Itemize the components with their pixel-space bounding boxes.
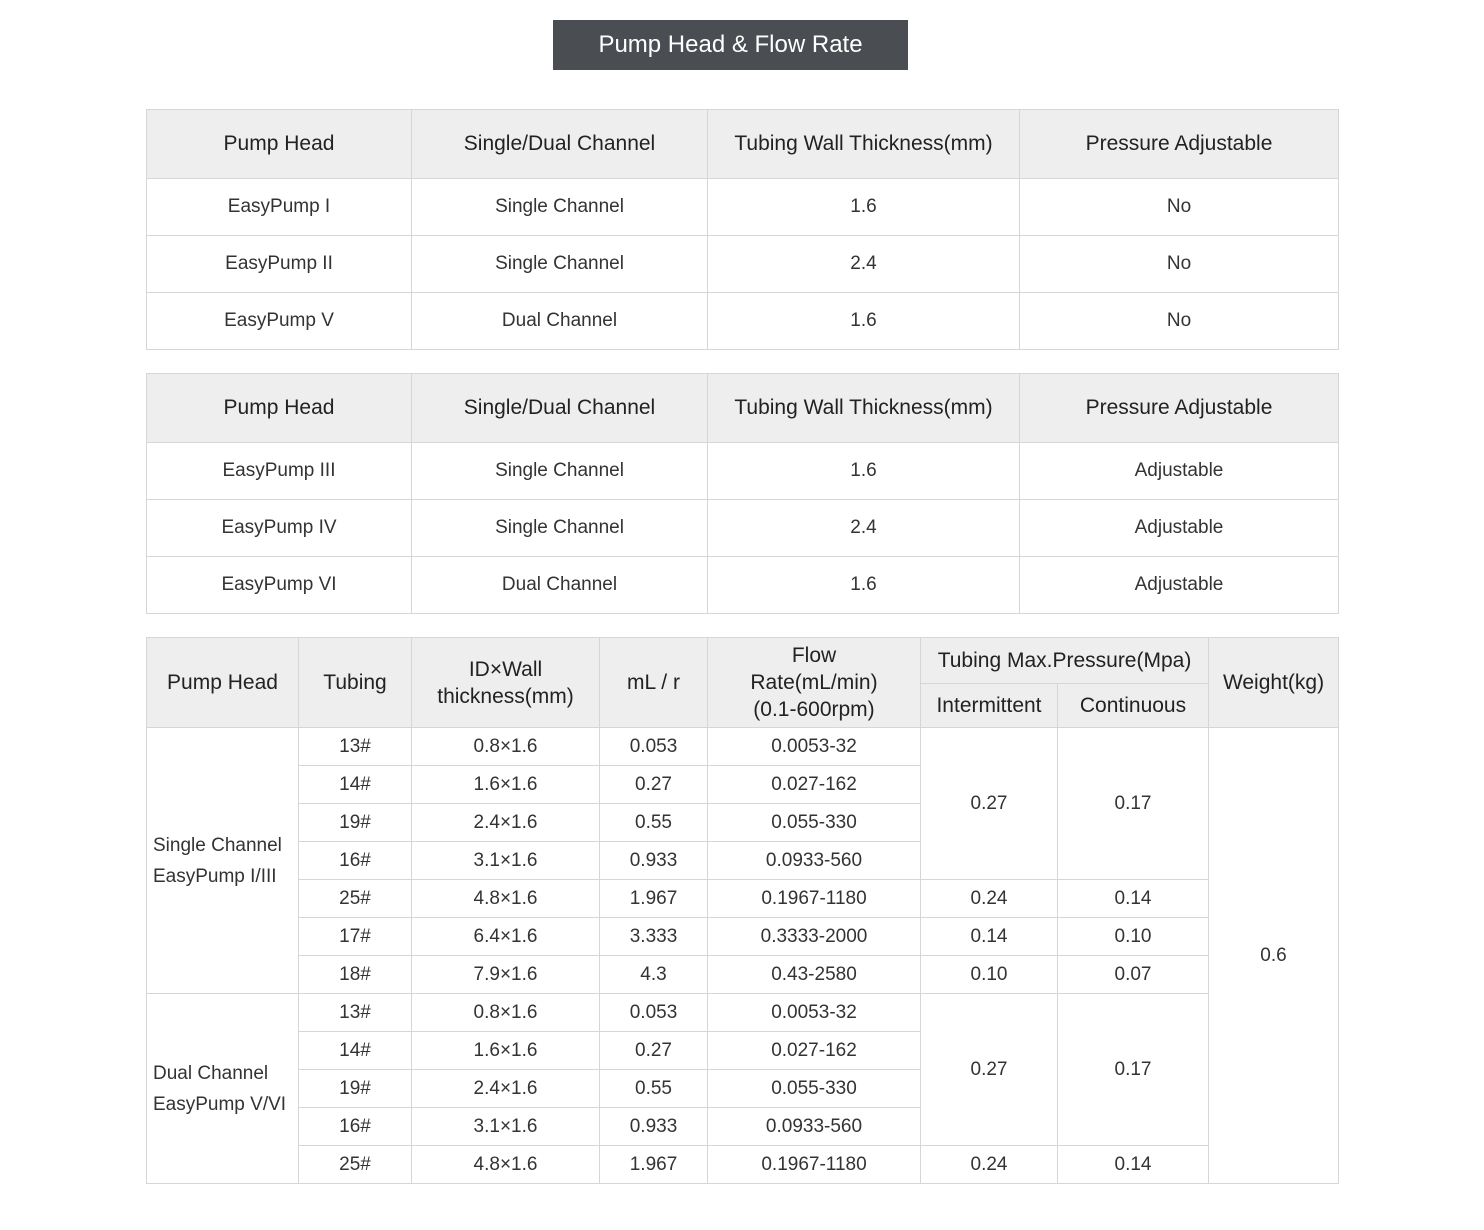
cell-pump-head: EasyPump III [147, 443, 412, 500]
cell-flow-rate: 0.055-330 [708, 804, 921, 842]
cell-flow-rate: 0.027-162 [708, 766, 921, 804]
cell-continuous: 0.10 [1058, 918, 1209, 956]
cell-id-wall: 7.9×1.6 [412, 956, 600, 994]
cell-continuous: 0.07 [1058, 956, 1209, 994]
cell-weight: 0.6 [1209, 728, 1339, 1184]
group-label: Dual Channel EasyPump V/VI [147, 994, 299, 1184]
cell-pump-head: EasyPump I [147, 179, 412, 236]
header-pump-head: Pump Head [147, 638, 299, 728]
cell-flow-rate: 0.1967-1180 [708, 1146, 921, 1184]
cell-tubing: 19# [299, 1070, 412, 1108]
table-row [147, 557, 1339, 614]
cell-tubing: 25# [299, 1146, 412, 1184]
group-label: Single Channel EasyPump I/III [147, 728, 299, 994]
cell-wall-thickness: 1.6 [708, 179, 1020, 236]
cell-ml-per-rev: 0.933 [600, 1108, 708, 1146]
table-row [147, 443, 1339, 500]
header-wall-thickness: Tubing Wall Thickness(mm) [708, 110, 1020, 179]
cell-intermittent: 0.24 [921, 880, 1058, 918]
cell-flow-rate: 0.0933-560 [708, 1108, 921, 1146]
flow-rate-table [146, 637, 1339, 1184]
cell-intermittent: 0.24 [921, 1146, 1058, 1184]
cell-ml-per-rev: 4.3 [600, 956, 708, 994]
cell-ml-per-rev: 1.967 [600, 880, 708, 918]
pump-head-table-adjustable [146, 373, 1339, 614]
cell-continuous: 0.14 [1058, 880, 1209, 918]
cell-pump-head: EasyPump VI [147, 557, 412, 614]
header-wall-thickness: Tubing Wall Thickness(mm) [708, 374, 1020, 443]
table-row [147, 500, 1339, 557]
cell-flow-rate: 0.43-2580 [708, 956, 921, 994]
cell-channel: Dual Channel [412, 293, 708, 350]
cell-continuous: 0.17 [1058, 728, 1209, 880]
header-ml-per-rev: mL / r [600, 638, 708, 728]
cell-intermittent: 0.10 [921, 956, 1058, 994]
header-channel: Single/Dual Channel [412, 110, 708, 179]
header-pump-head: Pump Head [147, 110, 412, 179]
cell-tubing: 13# [299, 728, 412, 766]
cell-ml-per-rev: 0.55 [600, 804, 708, 842]
cell-channel: Single Channel [412, 236, 708, 293]
cell-pump-head: EasyPump II [147, 236, 412, 293]
header-pump-head: Pump Head [147, 374, 412, 443]
cell-ml-per-rev: 3.333 [600, 918, 708, 956]
header-flow-rate: Flow Rate(mL/min) (0.1-600rpm) [708, 638, 921, 728]
cell-channel: Single Channel [412, 443, 708, 500]
cell-wall-thickness: 2.4 [708, 236, 1020, 293]
cell-id-wall: 1.6×1.6 [412, 766, 600, 804]
cell-intermittent: 0.27 [921, 994, 1058, 1146]
cell-pump-head: EasyPump V [147, 293, 412, 350]
cell-id-wall: 2.4×1.6 [412, 804, 600, 842]
cell-wall-thickness: 1.6 [708, 293, 1020, 350]
cell-pressure-adjustable: No [1020, 179, 1339, 236]
cell-id-wall: 0.8×1.6 [412, 728, 600, 766]
header-channel: Single/Dual Channel [412, 374, 708, 443]
cell-flow-rate: 0.027-162 [708, 1032, 921, 1070]
cell-id-wall: 3.1×1.6 [412, 1108, 600, 1146]
cell-flow-rate: 0.0053-32 [708, 728, 921, 766]
cell-flow-rate: 0.055-330 [708, 1070, 921, 1108]
cell-tubing: 14# [299, 766, 412, 804]
cell-intermittent: 0.27 [921, 728, 1058, 880]
cell-wall-thickness: 1.6 [708, 557, 1020, 614]
table-row [147, 880, 1339, 918]
cell-id-wall: 4.8×1.6 [412, 1146, 600, 1184]
cell-continuous: 0.17 [1058, 994, 1209, 1146]
cell-ml-per-rev: 0.55 [600, 1070, 708, 1108]
cell-id-wall: 1.6×1.6 [412, 1032, 600, 1070]
cell-id-wall: 3.1×1.6 [412, 842, 600, 880]
header-id-wall: ID×Wall thickness(mm) [412, 638, 600, 728]
cell-channel: Single Channel [412, 179, 708, 236]
header-max-pressure: Tubing Max.Pressure(Mpa) [921, 638, 1209, 684]
cell-pressure-adjustable: Adjustable [1020, 443, 1339, 500]
cell-tubing: 25# [299, 880, 412, 918]
cell-wall-thickness: 2.4 [708, 500, 1020, 557]
header-pressure-adjustable: Pressure Adjustable [1020, 110, 1339, 179]
cell-pressure-adjustable: Adjustable [1020, 557, 1339, 614]
cell-pump-head: EasyPump IV [147, 500, 412, 557]
cell-flow-rate: 0.0053-32 [708, 994, 921, 1032]
cell-ml-per-rev: 0.27 [600, 766, 708, 804]
cell-pressure-adjustable: No [1020, 293, 1339, 350]
cell-tubing: 17# [299, 918, 412, 956]
cell-tubing: 16# [299, 842, 412, 880]
table-row [147, 1146, 1339, 1184]
cell-pressure-adjustable: Adjustable [1020, 500, 1339, 557]
cell-wall-thickness: 1.6 [708, 443, 1020, 500]
cell-ml-per-rev: 0.27 [600, 1032, 708, 1070]
table-header-row [147, 374, 1339, 443]
cell-tubing: 13# [299, 994, 412, 1032]
cell-pressure-adjustable: No [1020, 236, 1339, 293]
cell-tubing: 14# [299, 1032, 412, 1070]
table-header-row [147, 638, 1339, 684]
table-row [147, 956, 1339, 994]
cell-channel: Single Channel [412, 500, 708, 557]
header-continuous: Continuous [1058, 684, 1209, 728]
header-weight: Weight(kg) [1209, 638, 1339, 728]
table-row [147, 236, 1339, 293]
table-row [147, 994, 1339, 1032]
cell-channel: Dual Channel [412, 557, 708, 614]
cell-ml-per-rev: 0.053 [600, 994, 708, 1032]
cell-ml-per-rev: 1.967 [600, 1146, 708, 1184]
cell-id-wall: 6.4×1.6 [412, 918, 600, 956]
cell-id-wall: 4.8×1.6 [412, 880, 600, 918]
cell-flow-rate: 0.3333-2000 [708, 918, 921, 956]
cell-ml-per-rev: 0.053 [600, 728, 708, 766]
cell-intermittent: 0.14 [921, 918, 1058, 956]
table-header-row [147, 110, 1339, 179]
cell-id-wall: 0.8×1.6 [412, 994, 600, 1032]
page-title: Pump Head & Flow Rate [553, 20, 908, 70]
cell-ml-per-rev: 0.933 [600, 842, 708, 880]
cell-flow-rate: 0.1967-1180 [708, 880, 921, 918]
header-tubing: Tubing [299, 638, 412, 728]
cell-id-wall: 2.4×1.6 [412, 1070, 600, 1108]
header-pressure-adjustable: Pressure Adjustable [1020, 374, 1339, 443]
table-row [147, 179, 1339, 236]
cell-flow-rate: 0.0933-560 [708, 842, 921, 880]
cell-tubing: 19# [299, 804, 412, 842]
cell-tubing: 16# [299, 1108, 412, 1146]
cell-tubing: 18# [299, 956, 412, 994]
table-row [147, 728, 1339, 766]
cell-continuous: 0.14 [1058, 1146, 1209, 1184]
pump-head-table-fixed [146, 109, 1339, 350]
table-row [147, 293, 1339, 350]
header-intermittent: Intermittent [921, 684, 1058, 728]
table-row [147, 918, 1339, 956]
